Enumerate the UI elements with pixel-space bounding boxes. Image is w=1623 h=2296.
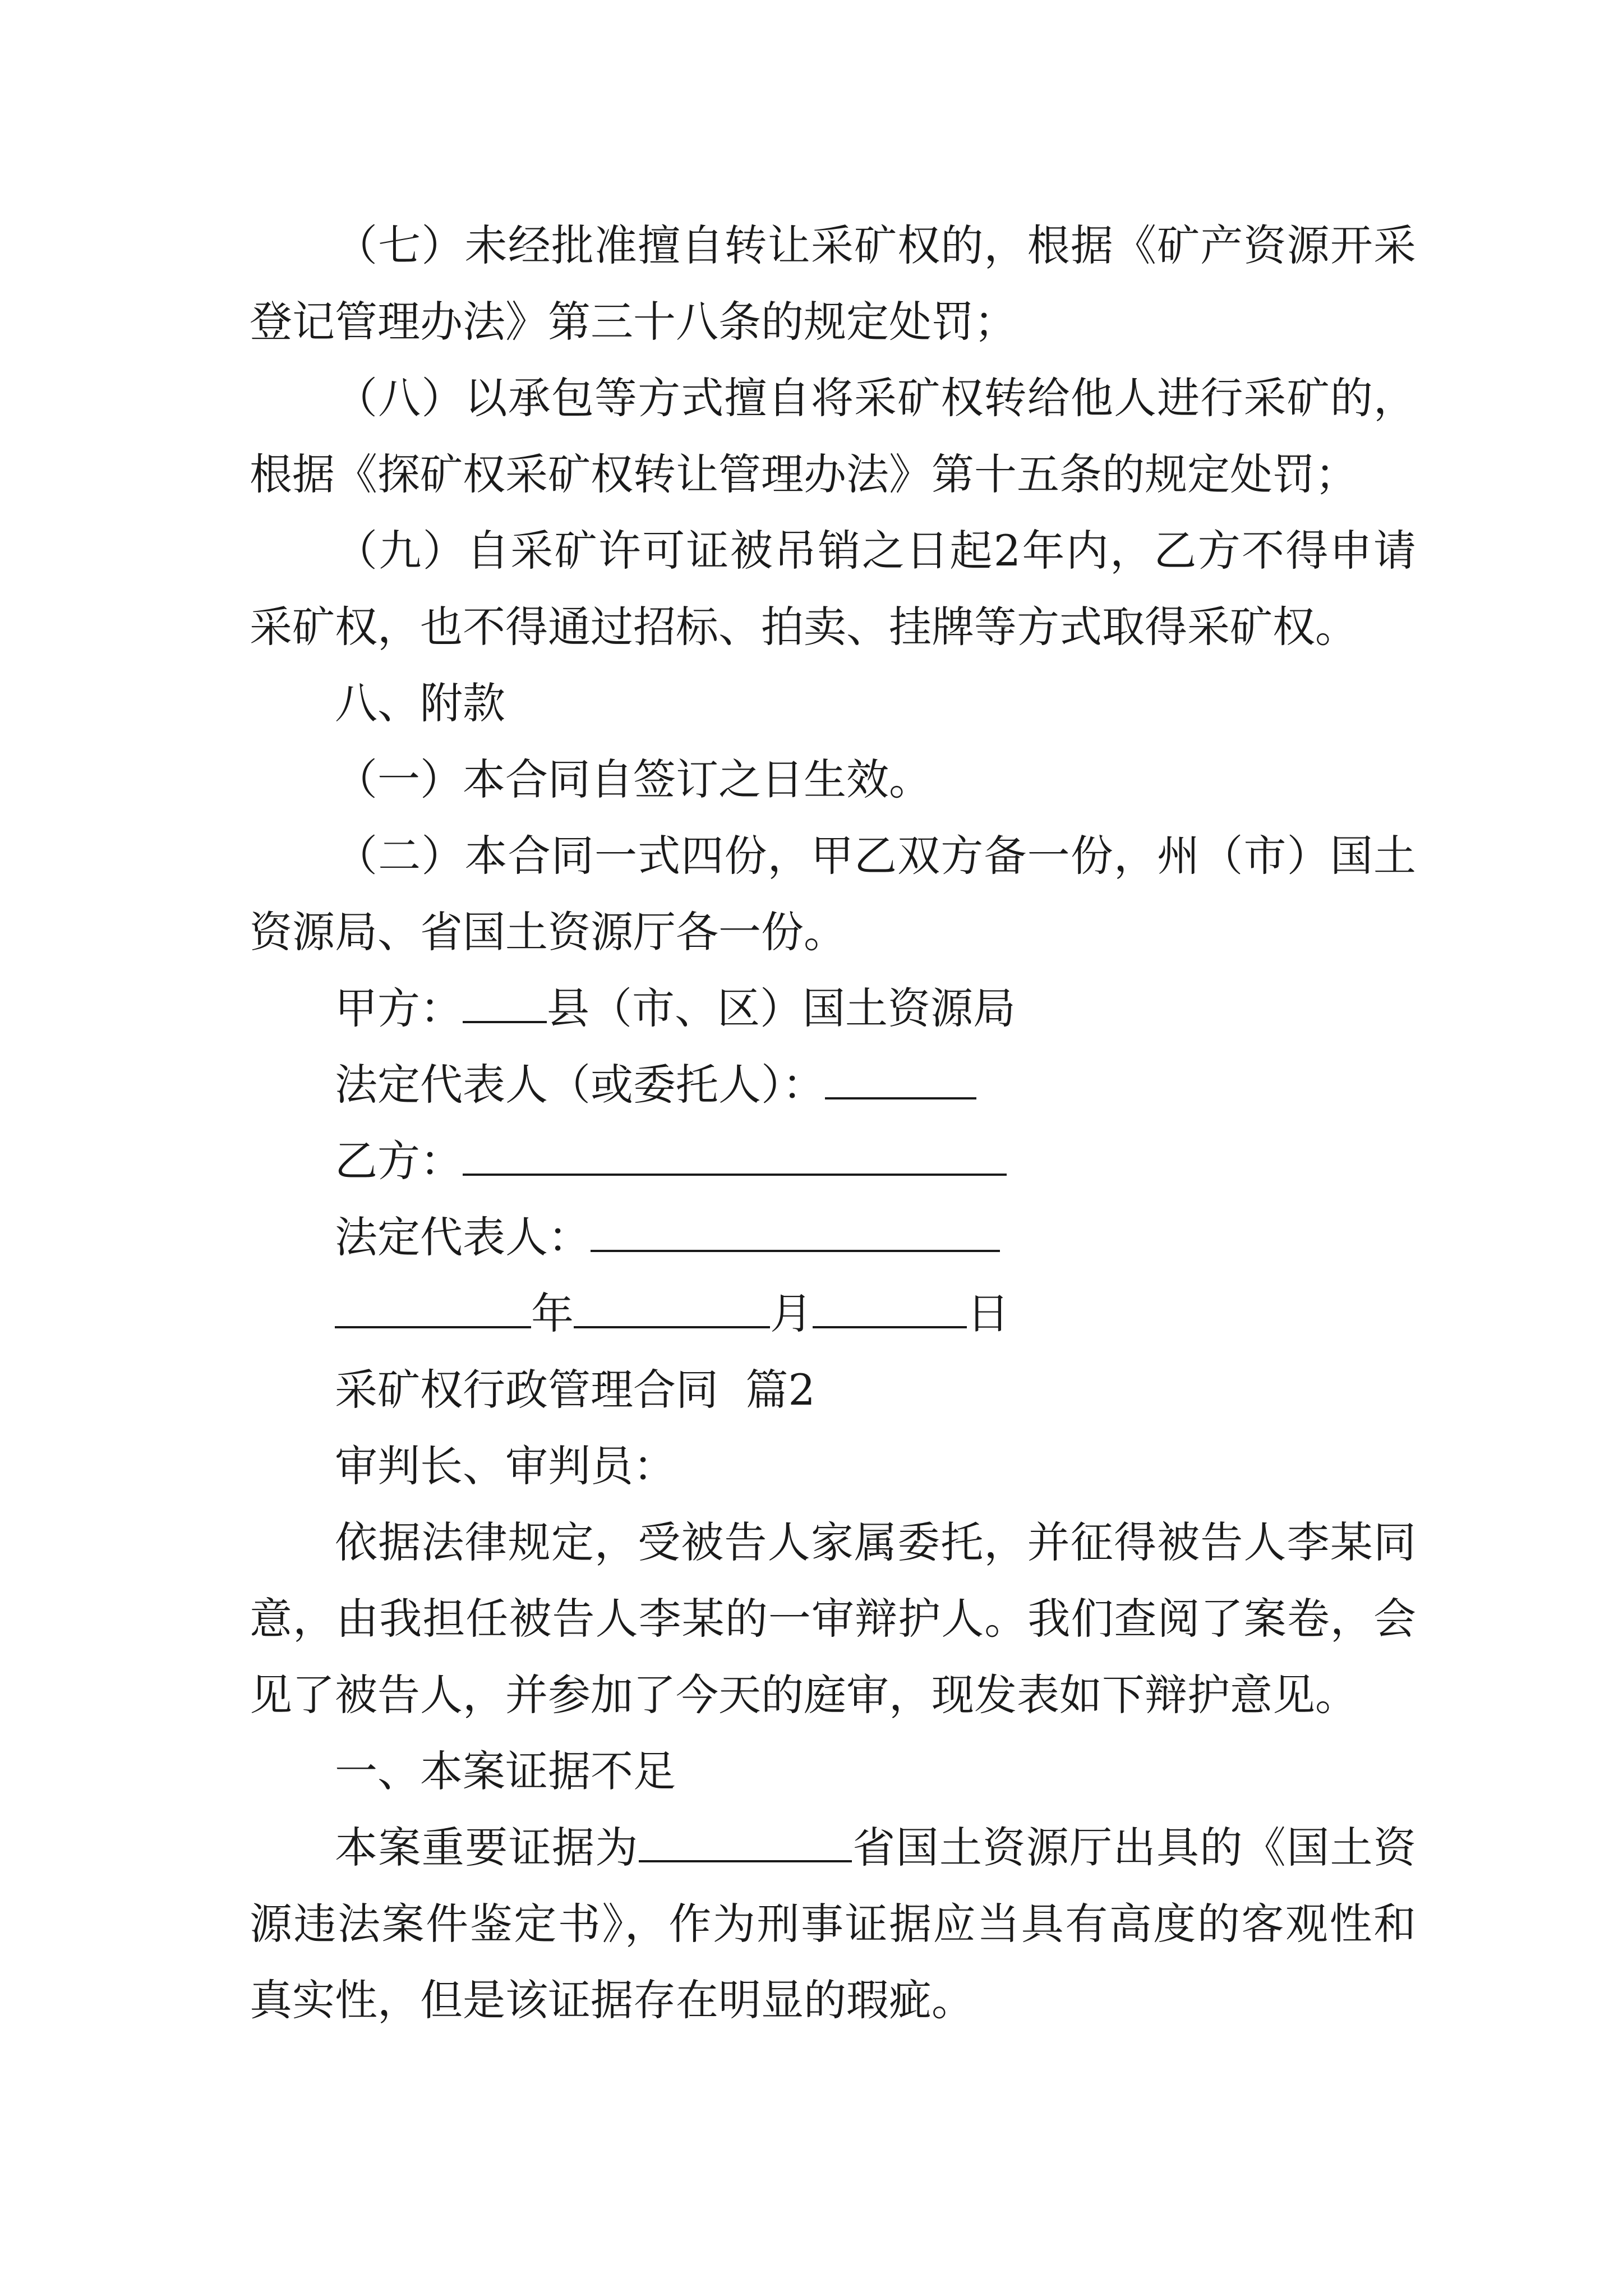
salutation: 审判长、审判员：: [335, 1441, 676, 1491]
date-year-blank: [335, 1287, 531, 1328]
clause-item-8: （八）以承包等方式擅自将采矿权转给他人进行采矿的，根据《探矿权采矿权转让管理办法》第十五条的规定处罚；: [250, 373, 1416, 499]
party-b-rep-line: [250, 1199, 1416, 1276]
date-year-label: 年: [531, 1289, 574, 1338]
party-a-rep-line: [250, 1047, 1416, 1123]
party-a-org: 县（市、区）国土资源局: [547, 983, 1016, 1033]
party-a-rep-blank: [825, 1058, 976, 1099]
appendix-item-1: （一）本合同自签订之日生效。: [335, 754, 932, 804]
evidence-paragraph: [250, 1810, 1416, 2039]
date-month-blank: [574, 1287, 770, 1328]
party-b-label: 乙方：: [335, 1136, 463, 1186]
evidence-province-blank: [639, 1821, 852, 1862]
date-month-label: 月: [770, 1289, 813, 1338]
defense-intro: 依据法律规定，受被告人家属委托，并征得被告人李某同意，由我担任被告人李某的一审辩护人。我们查阅了案卷，会见了被告人，并参加了今天的庭审，现发表如下辩护意见。: [250, 1517, 1416, 1720]
section-heading-appendix: 八、附款: [335, 678, 505, 728]
date-day-label: 日: [967, 1289, 1009, 1338]
document-body: [250, 208, 1416, 2039]
party-a-rep-label: 法定代表人（或委托人）：: [335, 1060, 825, 1110]
appendix-item-2: （二）本合同一式四份，甲乙双方备一份，州（市）国土资源局、省国土资源厅各一份。: [250, 831, 1416, 957]
clause-item-9: （九）自采矿许可证被吊销之日起2年内，乙方不得申请采矿权，也不得通过招标、拍卖、挂牌等方式取得采矿权。: [250, 526, 1416, 652]
party-a-line: [250, 970, 1416, 1047]
date-day-blank: [813, 1287, 967, 1328]
date-line: [250, 1276, 1416, 1352]
party-b-line: [250, 1123, 1416, 1199]
party-b-blank: [463, 1134, 1007, 1176]
party-b-rep-label: 法定代表人：: [335, 1212, 591, 1262]
party-a-county-blank: [463, 982, 547, 1023]
party-a-label: 甲方：: [335, 983, 463, 1033]
evidence-suffix: 省国土资源厅出具的《国土资源违法案件鉴定书》，作为刑事证据应当具有高度的客观性和真实性，但是该证据存在明显的瑕疵。: [250, 1823, 1417, 2025]
evidence-prefix: 本案重要证据为: [335, 1823, 639, 1872]
clause-item-7: （七）未经批准擅自转让采矿权的，根据《矿产资源开采登记管理办法》第三十八条的规定处罚；: [250, 220, 1416, 347]
part2-title: 采矿权行政管理合同 篇2: [335, 1365, 815, 1415]
party-b-rep-blank: [591, 1211, 1000, 1252]
defense-heading-1: 一、本案证据不足: [335, 1746, 676, 1796]
